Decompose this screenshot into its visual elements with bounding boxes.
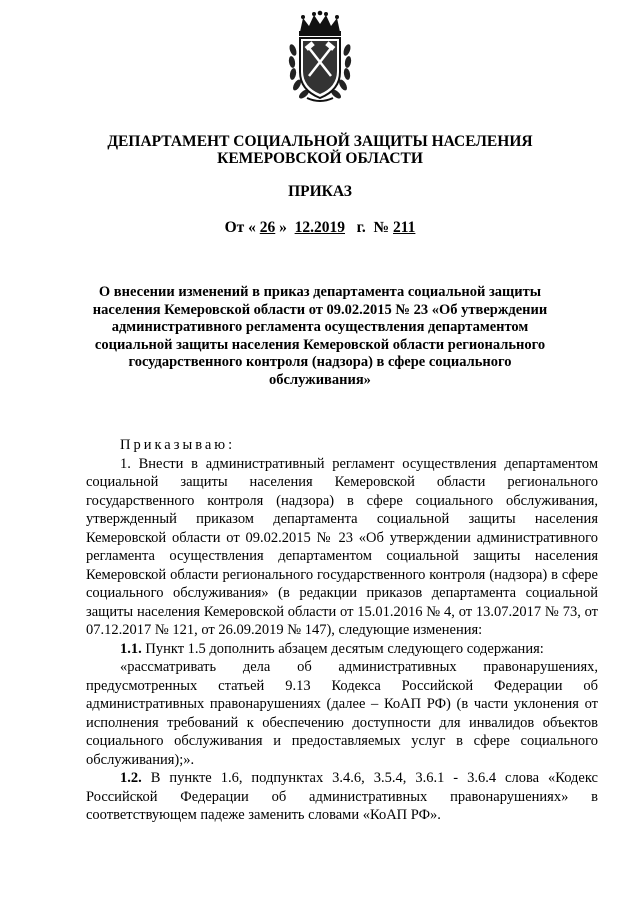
order-day-close: » xyxy=(275,219,295,236)
paragraph-1-1-number: 1.1. xyxy=(120,640,142,657)
order-title: ПРИКАЗ xyxy=(288,183,352,200)
coat-of-arms-icon xyxy=(287,10,353,105)
order-date-number xyxy=(0,219,640,237)
order-body xyxy=(86,436,598,825)
order-year-suffix: г. № xyxy=(345,219,393,236)
paragraph-1-1-text: Пункт 1.5 дополнить абзацем десятым следующего содержания: xyxy=(141,640,544,657)
paragraph-1: 1. Внести в административный регламент осуществления департаментом социальной защиты населения Кемеровской области регионального государственного контроля (надзора) в сфере социального обслуживания, утвержденный приказом департамента социальной защиты населения Кемеровской области от 09.02.2015 № 23 «Об утверждении административного регламента осуществления департаментом социальной защиты населения Кемеровской области регионального государственного контроля (надзора) в сфере социального обслуживания» (в редакции приказов департамента социальной защиты населения Кемеровской области от 15.01.2016 № 4, от 13.07.2017 № 73, от 07.12.2017 № 121, от 26.09.2019 № 147), следующие изменения: xyxy=(86,455,598,638)
paragraph-1-2-number: 1.2. xyxy=(120,770,142,786)
department-line-1: ДЕПАРТАМЕНТ СОЦИАЛЬНОЙ ЗАЩИТЫ НАСЕЛЕНИЯ xyxy=(107,133,533,150)
prikazyvayu-heading: Приказываю: xyxy=(120,437,236,453)
order-number: 211 xyxy=(393,219,416,236)
paragraph-1-2-text: В пункте 1.6, подпунктах 3.4.6, 3.5.4, 3.6.1 - 3.6.4 слова «Кодекс Российской Федерации об административных правонарушениях» в соответствующем падеже заменить словами «КоАП РФ». xyxy=(86,770,598,823)
order-from-label: От « xyxy=(224,219,260,236)
order-month-year: 12.2019 xyxy=(294,219,345,236)
paragraph-quote: «рассматривать дела об административных правонарушениях, предусмотренных статьей 9.13 Кодекса Российской Федерации об административных правонарушениях (далее – КоАП РФ) (в части уклонения от исполнения требований к обеспечению доступности для инвалидов объектов социального обслуживания и предоставляемых услуг в сфере социального обслуживания);». xyxy=(86,659,598,768)
coat-of-arms-emblem xyxy=(287,10,353,105)
department-name xyxy=(0,133,640,167)
paragraph-1-2 xyxy=(86,769,598,825)
department-line-2: КЕМЕРОВСКОЙ ОБЛАСТИ xyxy=(217,150,423,167)
order-day: 26 xyxy=(259,219,276,236)
paragraph-1-1 xyxy=(86,640,598,659)
order-subject: О внесении изменений в приказ департамента социальной защиты населения Кемеровской области от 09.02.2015 № 23 «Об утверждении административного регламента осуществления департаментом социальной защиты населения Кемеровской области регионального государственного контроля (надзора) в сфере социального обслуживания» xyxy=(92,284,548,388)
